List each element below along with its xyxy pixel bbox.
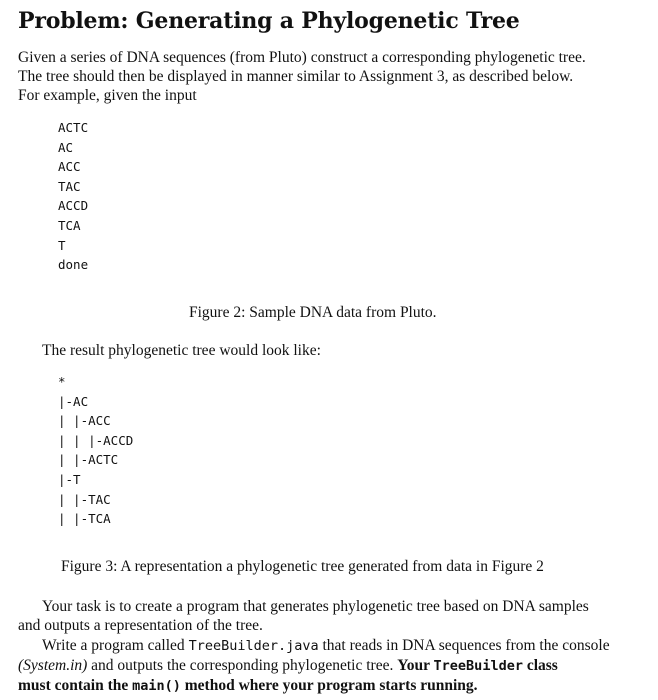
treebuilder-code: TreeBuilder	[433, 658, 523, 674]
write-line-2	[18, 656, 648, 676]
result-intro: The result phylogenetic tree would look like:	[42, 342, 321, 359]
tree-line: | |-TAC	[58, 491, 111, 507]
tree-line: | |-ACTC	[58, 452, 119, 468]
task-line-1: Your task is to create a program that generates phylogenetic tree based on DNA samples	[42, 598, 589, 615]
input-line: AC	[58, 139, 74, 155]
intro-line-3: For example, given the input	[18, 87, 197, 104]
task-line-2: and outputs a representation of the tree.	[18, 617, 263, 634]
emphasis-text: method where your program starts running.	[180, 677, 478, 694]
write-text: Write a program called	[42, 637, 189, 654]
class-name-code: TreeBuilder.java	[188, 638, 319, 654]
task-paragraph	[18, 597, 648, 635]
write-text: and outputs the corresponding phylogenetic tree.	[87, 657, 398, 674]
system-in-text: (System.in)	[18, 657, 88, 674]
intro-paragraph	[18, 48, 648, 105]
input-line: ACC	[58, 159, 81, 175]
emphasis-text: must contain the	[18, 677, 133, 694]
tree-line: *	[58, 374, 66, 389]
input-line: TCA	[58, 217, 81, 233]
figure3-caption: Figure 3: A representation a phylogenetic tree generated from data in Figure 2	[61, 558, 544, 575]
tree-line: | |-TCA	[58, 511, 111, 527]
tree-line: | | |-ACCD	[58, 432, 134, 448]
tree-line: | |-ACC	[58, 413, 111, 429]
emphasis-text: class	[522, 657, 558, 674]
input-line: done	[58, 257, 89, 273]
emphasis-text: Your	[397, 657, 434, 674]
write-text: that reads in DNA sequences from the console	[318, 637, 610, 654]
page-title: Problem: Generating a Phylogenetic Tree	[18, 8, 520, 34]
intro-line-2: The tree should then be displayed in manner similar to Assignment 3, as described below.	[18, 68, 574, 85]
input-line: T	[58, 237, 66, 253]
input-code-block	[58, 118, 88, 275]
write-line-1	[18, 636, 648, 656]
figure2-caption: Figure 2: Sample DNA data from Pluto.	[189, 304, 437, 321]
input-line: ACCD	[58, 198, 89, 214]
write-line-3	[18, 676, 648, 696]
tree-line: |-T	[58, 471, 81, 487]
intro-line-1: Given a series of DNA sequences (from Pluto) construct a corresponding phylogenetic tree.	[18, 49, 586, 66]
tree-code-block	[58, 372, 133, 529]
tree-line: |-AC	[58, 393, 89, 409]
input-line: TAC	[58, 178, 81, 194]
main-method-code: main()	[132, 678, 181, 694]
input-line: ACTC	[58, 120, 89, 135]
write-paragraph	[18, 636, 648, 696]
